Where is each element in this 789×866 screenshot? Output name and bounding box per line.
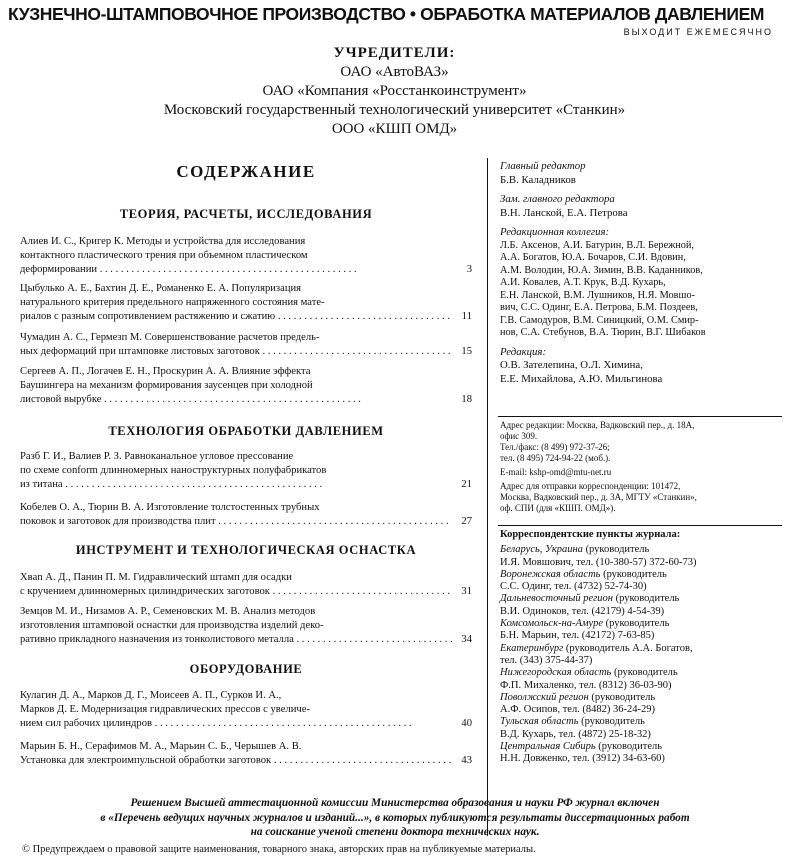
- article-line: Разб Г. И., Валиев Р. З. Равноканальное угловое прессование: [20, 451, 294, 462]
- article-line: Марков Д. Е. Модернизация гидравлических прессов с увеличе-: [20, 704, 310, 715]
- article-line: поковок и заготовок для производства плит . . .: [20, 515, 452, 529]
- correspondent-region: Тульская область: [500, 716, 579, 728]
- contact-line: Москва, Вадковский пер., д. 3А, МГТУ «Станкин»,: [500, 492, 697, 502]
- page-number: 27: [461, 516, 472, 527]
- board-label: Редакционная коллегия:: [500, 226, 610, 238]
- page-number: 11: [461, 311, 472, 322]
- notice-line: Решением Высшей аттестационной комиссии Министерства образования и науки РФ журнал включен: [130, 797, 660, 809]
- column-divider: [487, 158, 488, 836]
- article-line: Хвan А. Д., Панин П. М. Гидравлический штамп для осадки: [20, 572, 292, 583]
- correspondent-region: Центральная Сибирь: [500, 741, 596, 753]
- email-link[interactable]: E-mail: kshp-omd@mtu-net.ru: [500, 467, 612, 477]
- article-line: Кобелев О. А., Тюрин В. А. Изготовление толстостенных трубных: [20, 502, 320, 513]
- article-line: по схеме conform длинномерных наноструктурных полуфабрикатов: [20, 465, 327, 476]
- contact-line: Тел./факс: (8 499) 972-37-26;: [500, 442, 610, 452]
- journal-title: КУЗНЕЧНО-ШТАМПОВОЧНОЕ ПРОИЗВОДСТВО • ОБРАБОТКА МАТЕРИАЛОВ ДАВЛЕНИЕМ: [8, 4, 765, 24]
- founders-label: УЧРЕДИТЕЛИ:: [333, 45, 456, 61]
- page-number: 3: [466, 264, 472, 275]
- board-line: Г.В. Самодуров, В.М. Синицкий, О.М. Смир-: [500, 314, 699, 326]
- article-line: Сергеев А. П., Логачев Е. Н., Проскурин А. А. Влияние эффекта: [20, 366, 311, 377]
- toc-article[interactable]: [20, 365, 472, 407]
- correspondent-item: [500, 667, 785, 692]
- founder-item: ОАО «Компания «Росстанкоинструмент»: [262, 83, 527, 99]
- founder-item: ООО «КШП ОМД»: [331, 121, 458, 137]
- article-line: деформировании . . .: [20, 263, 452, 277]
- article-line: Цыбулько А. Е., Бахтин Д. Е., Романенко Е. А. Популяризация: [20, 283, 302, 294]
- founders-block: [0, 44, 789, 139]
- correspondent-text: (руководитель: [603, 618, 670, 630]
- deputy-editors: В.Н. Ланской, Е.А. Петрова: [500, 206, 628, 219]
- article-line: ративно прикладного назначения из тонколистового металла . . .: [20, 633, 452, 647]
- correspondent-text: (руководитель: [612, 593, 680, 605]
- staff-line: Е.Е. Михайлова, А.Ю. Мильгинова: [500, 372, 663, 385]
- article-line: натурального критерия предельного напряженного состояния мате-: [20, 297, 325, 308]
- correspondent-region: Беларусь, Украина: [500, 544, 583, 556]
- correspondent-region: Поволжский регион: [500, 691, 589, 703]
- correspondent-region: Екатеринбург: [500, 642, 564, 654]
- toc-article[interactable]: [20, 740, 472, 768]
- contact-line: офис 309.: [500, 431, 538, 441]
- correspondent-item: [500, 643, 785, 668]
- article-line: нием сил рабочих цилиндров . . .: [20, 717, 452, 731]
- correspondent-text: (руководитель: [588, 691, 656, 703]
- correspondent-text: (руководитель А.А. Богатов,: [563, 642, 693, 654]
- correspondent-item: [500, 741, 785, 766]
- correspondent-region: Комсомольск-на-Амуре: [500, 618, 603, 630]
- article-line: Алиев И. С., Кригер К. Методы и устройства для исследования: [20, 236, 306, 247]
- contact-line: оф. СПИ (для «КШП. ОМД»).: [500, 503, 616, 513]
- correspondent-text: (руководитель: [578, 716, 645, 728]
- toc-article[interactable]: [20, 571, 472, 599]
- correspondent-contact: Б.Н. Марьин, тел. (42172) 7-63-85): [500, 630, 655, 642]
- board-line: вич, С.С. Одинг, Е.А. Петрова, Б.М. Поздеев,: [500, 302, 698, 313]
- board-line: А.М. Володин, Ю.А. Зимин, В.В. Каданников,: [500, 264, 703, 276]
- article-line: ных деформаций при штамповке листовых заготовок . . .: [20, 345, 452, 359]
- page-number: 15: [461, 346, 472, 357]
- correspondent-item: [500, 692, 785, 717]
- chief-editor: Б.В. Каладников: [500, 173, 576, 186]
- vak-notice: [20, 796, 770, 840]
- correspondent-contact: В.Д. Кухарь, тел. (4872) 25-18-32): [500, 728, 651, 740]
- correspondents-title: Корреспондентские пункты журнала:: [500, 529, 681, 540]
- correspondent-text: (руководитель: [582, 544, 650, 556]
- correspondent-item: [500, 593, 785, 618]
- page-number: 43: [461, 755, 472, 766]
- article-line: с кручением длинномерных цилиндрических заготовок . . .: [20, 585, 452, 599]
- correspondent-contact: Ф.П. Михаленко, тел. (8312) 36-03-90): [500, 679, 672, 691]
- toc-article[interactable]: [20, 235, 472, 277]
- article-line: Чумадин А. С., Гермезп М. Совершенствование расчетов предель-: [20, 332, 320, 343]
- editorial-block: [500, 160, 785, 386]
- chief-editor-label: Главный редактор: [500, 160, 586, 172]
- section-heading: ТЕОРИЯ, РАСЧЕТЫ, ИССЛЕДОВАНИЯ: [119, 207, 373, 221]
- article-line: Баушингера на механизм формирования заусенцев при холодной: [20, 380, 313, 391]
- correspondent-item: [500, 569, 785, 594]
- article-line: из титана . . .: [20, 478, 452, 492]
- staff-label: Редакция:: [500, 345, 547, 358]
- correspondent-contact: Н.Н. Довженко, тел. (3912) 34-63-60): [500, 753, 665, 765]
- page-number: 34: [461, 634, 472, 645]
- publication-frequency: ВЫХОДИТ ЕЖЕМЕСЯЧНО: [623, 27, 773, 37]
- board-line: Л.Б. Аксенов, А.И. Батурин, В.Л. Бережной,: [500, 239, 695, 251]
- correspondent-region: Воронежская область: [500, 568, 601, 580]
- correspondent-contact: И.Я. Мовшович, тел. (10-380-57) 372-60-73): [500, 556, 697, 568]
- correspondent-text: (руководитель: [600, 568, 667, 580]
- article-line: листовой вырубке . . .: [20, 393, 452, 407]
- contact-line: Адрес редакции: Москва, Вадковский пер., д. 18А,: [500, 420, 695, 430]
- section-heading: ИНСТРУМЕНТ И ТЕХНОЛОГИЧЕСКАЯ ОСНАСТКА: [75, 543, 417, 557]
- notice-line: в «Перечень ведущих научных журналов и изданий...», в которых публикуются результаты диссертационных работ: [100, 811, 690, 824]
- correspondent-contact: В.И. Одиноков, тел. (42179) 4-54-39): [500, 605, 665, 617]
- copyright-notice: © Предупреждаем о правовой защите наименования, товарного знака, авторских прав на публикуемые материалы.: [22, 844, 536, 855]
- correspondent-text: (руководитель: [611, 667, 678, 679]
- article-line: Установка для электроимпульсной обработки заготовок . . .: [20, 754, 452, 768]
- contacts-block: [500, 420, 785, 514]
- toc-article[interactable]: [20, 689, 472, 731]
- page-number: 40: [461, 718, 472, 729]
- correspondent-region: Нижегородская область: [500, 667, 612, 679]
- notice-line: на соискание ученой степени доктора технических наук.: [250, 826, 540, 838]
- toc-article[interactable]: [20, 282, 472, 324]
- article-line: Земцов М. И., Низамов А. Р., Семеновских М. В. Анализ методов: [20, 606, 316, 617]
- toc-article[interactable]: [20, 605, 472, 647]
- toc-article[interactable]: [20, 501, 472, 529]
- page-number: 21: [461, 479, 472, 490]
- correspondent-item: [500, 716, 785, 741]
- correspondent-region: Дальневосточный регион: [500, 593, 613, 605]
- contact-line: Адрес для отправки корреспонденции: 101472,: [500, 481, 681, 491]
- board-line: Е.Н. Ланской, В.М. Лушников, Н.Я. Мовшо-: [500, 289, 696, 301]
- article-line: изготовления штамповой оснастки для производства изделий деко-: [20, 620, 324, 631]
- article-line: Марьин Б. Н., Серафимов М. А., Марьин С. Б., Черышев А. В.: [20, 741, 302, 752]
- correspondents-block: [500, 529, 785, 766]
- board-line: А.А. Богатов, Ю.А. Бочаров, С.И. Вдовин,: [500, 252, 686, 263]
- toc-article[interactable]: [20, 450, 472, 492]
- correspondent-item: [500, 618, 785, 643]
- article-line: Кулагин Д. А., Марков Д. Г., Моисеев А. П., Сурков И. А.,: [20, 690, 282, 701]
- contact-line: тел. (8 495) 724-94-22 (моб.).: [500, 453, 611, 463]
- correspondent-contact: тел. (343) 375-44-37): [500, 654, 593, 666]
- section-heading: ОБОРУДОВАНИЕ: [189, 662, 303, 676]
- page-number: 31: [461, 586, 472, 597]
- page-number: 18: [461, 394, 472, 405]
- correspondent-text: (руководитель: [595, 741, 663, 753]
- divider: [498, 416, 782, 417]
- toc-title: СОДЕРЖАНИЕ: [176, 162, 316, 181]
- section-heading: ТЕХНОЛОГИЯ ОБРАБОТКИ ДАВЛЕНИЕМ: [108, 424, 384, 438]
- founder-item: Московский государственный технологический университет «Станкин»: [163, 102, 626, 118]
- board-line: нов, С.А. Стебунов, В.А. Тюрин, В.Г. Шибаков: [500, 327, 706, 338]
- correspondent-contact: С.С. Одинг, тел. (4732) 52-74-30): [500, 581, 647, 593]
- correspondent-item: [500, 544, 785, 569]
- deputy-editor-label: Зам. главного редактора: [500, 193, 615, 205]
- article-line: риалов с разным сопротивлением растяжению и сжатию . . .: [20, 310, 452, 324]
- founder-item: ОАО «АвтоВАЗ»: [340, 64, 449, 80]
- staff-line: О.В. Зателепина, О.Л. Химина,: [500, 359, 643, 371]
- toc-article[interactable]: [20, 331, 472, 359]
- board-line: А.И. Ковалев, А.Т. Крук, В.Д. Кухарь,: [500, 277, 666, 288]
- article-line: контактного пластического трения при объемном пластическом: [20, 250, 308, 261]
- correspondent-contact: А.Ф. Осипов, тел. (8482) 36-24-29): [500, 704, 656, 716]
- divider: [498, 525, 782, 526]
